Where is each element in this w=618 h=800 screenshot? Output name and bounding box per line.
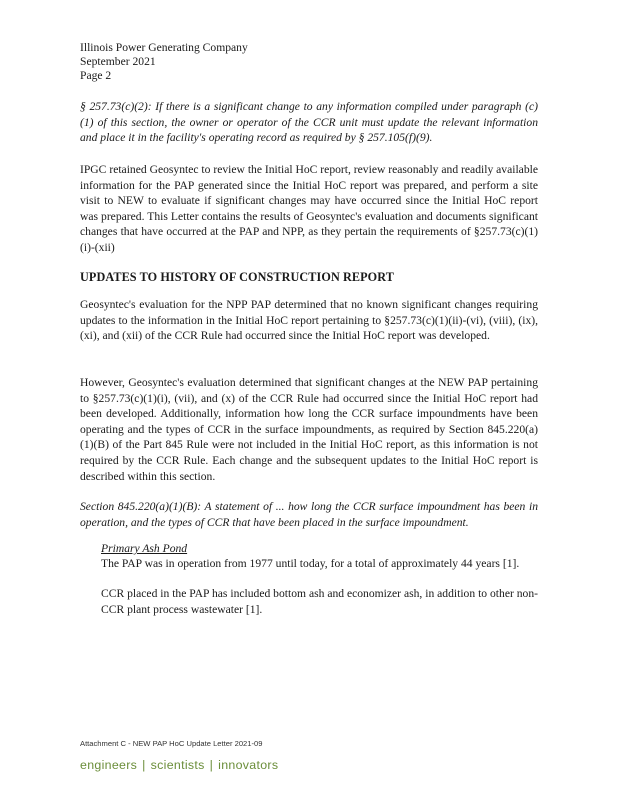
section-845-statement: Section 845.220(a)(1)(B): A statement of ... how long the CCR surface impoundment has been in operation, and the types of CCR that have been placed in the surface impoundment. (80, 500, 538, 529)
tagline-scientists: scientists (150, 758, 205, 772)
regulation-quote: § 257.73(c)(2): If there is a significant change to any information compiled under paragraph (c)(1) of this section, the owner or operator of the CCR unit must update the relevant information and place it in the facility's operating record as required by § 257.105(f)(9). (80, 100, 538, 145)
tagline-separator: | (142, 758, 146, 772)
paragraph-new-evaluation: However, Geosyntec's evaluation determined that significant changes at the NEW PAP pertaining to §257.73(c)(1)(i), (vii), and (x) of the CCR Rule had occurred since the Initial HoC report had been developed. Additionally, information how long the CCR surface impoundments have been operating and the types of CCR in the surface impoundments, as required by Section 845.220(a)(1)(B) of the Part 845 Rule were not included in the Initial HoC report, as this information is not required by the CCR Rule. Each change and the subsequent updates to the Initial HoC report is described within this section. (80, 376, 538, 483)
letter-date: September 2021 (80, 55, 156, 68)
letter-header (80, 41, 248, 83)
section-heading: UPDATES TO HISTORY OF CONSTRUCTION REPORT (80, 270, 394, 284)
page-number: Page 2 (80, 69, 112, 82)
company-name: Illinois Power Generating Company (80, 41, 248, 54)
tagline-separator: | (209, 758, 214, 772)
subsection-title: Primary Ash Pond (101, 542, 188, 555)
tagline-innovators: innovators (218, 758, 279, 772)
pap-ccr-text: CCR placed in the PAP has included bottom ash and economizer ash, in addition to other non-CCR plant process wastewater [1]. (101, 587, 538, 616)
attachment-footer: Attachment C - NEW PAP HoC Update Letter 2021-09 (80, 739, 263, 748)
intro-paragraph: IPGC retained Geosyntec to review the Initial HoC report, review reasonably and readily available information for the PAP generated since the Initial HoC report was prepared, and perform a site visit to NEW to evaluate if significant changes may have occurred since the Initial HoC report was prepared. This Letter contains the results of Geosyntec's evaluation and documents significant changes that have occurred at the PAP and NPP, as they pertain the requirements of §257.73(c)(1)(i)-(xii) (80, 163, 538, 254)
paragraph-npp-evaluation: Geosyntec's evaluation for the NPP PAP determined that no known significant changes requiring updates to the information in the Initial HoC report pertaining to §257.73(c)(1)(ii)-(vi), (viii), (ix), (xi), and (xii) of the CCR Rule had occurred since the Initial HoC report was developed. (80, 298, 538, 343)
tagline-engineers: engineers (80, 758, 138, 772)
company-tagline (80, 758, 278, 772)
pap-operation-text: The PAP was in operation from 1977 until today, for a total of approximately 44 years [1]. (101, 557, 520, 570)
